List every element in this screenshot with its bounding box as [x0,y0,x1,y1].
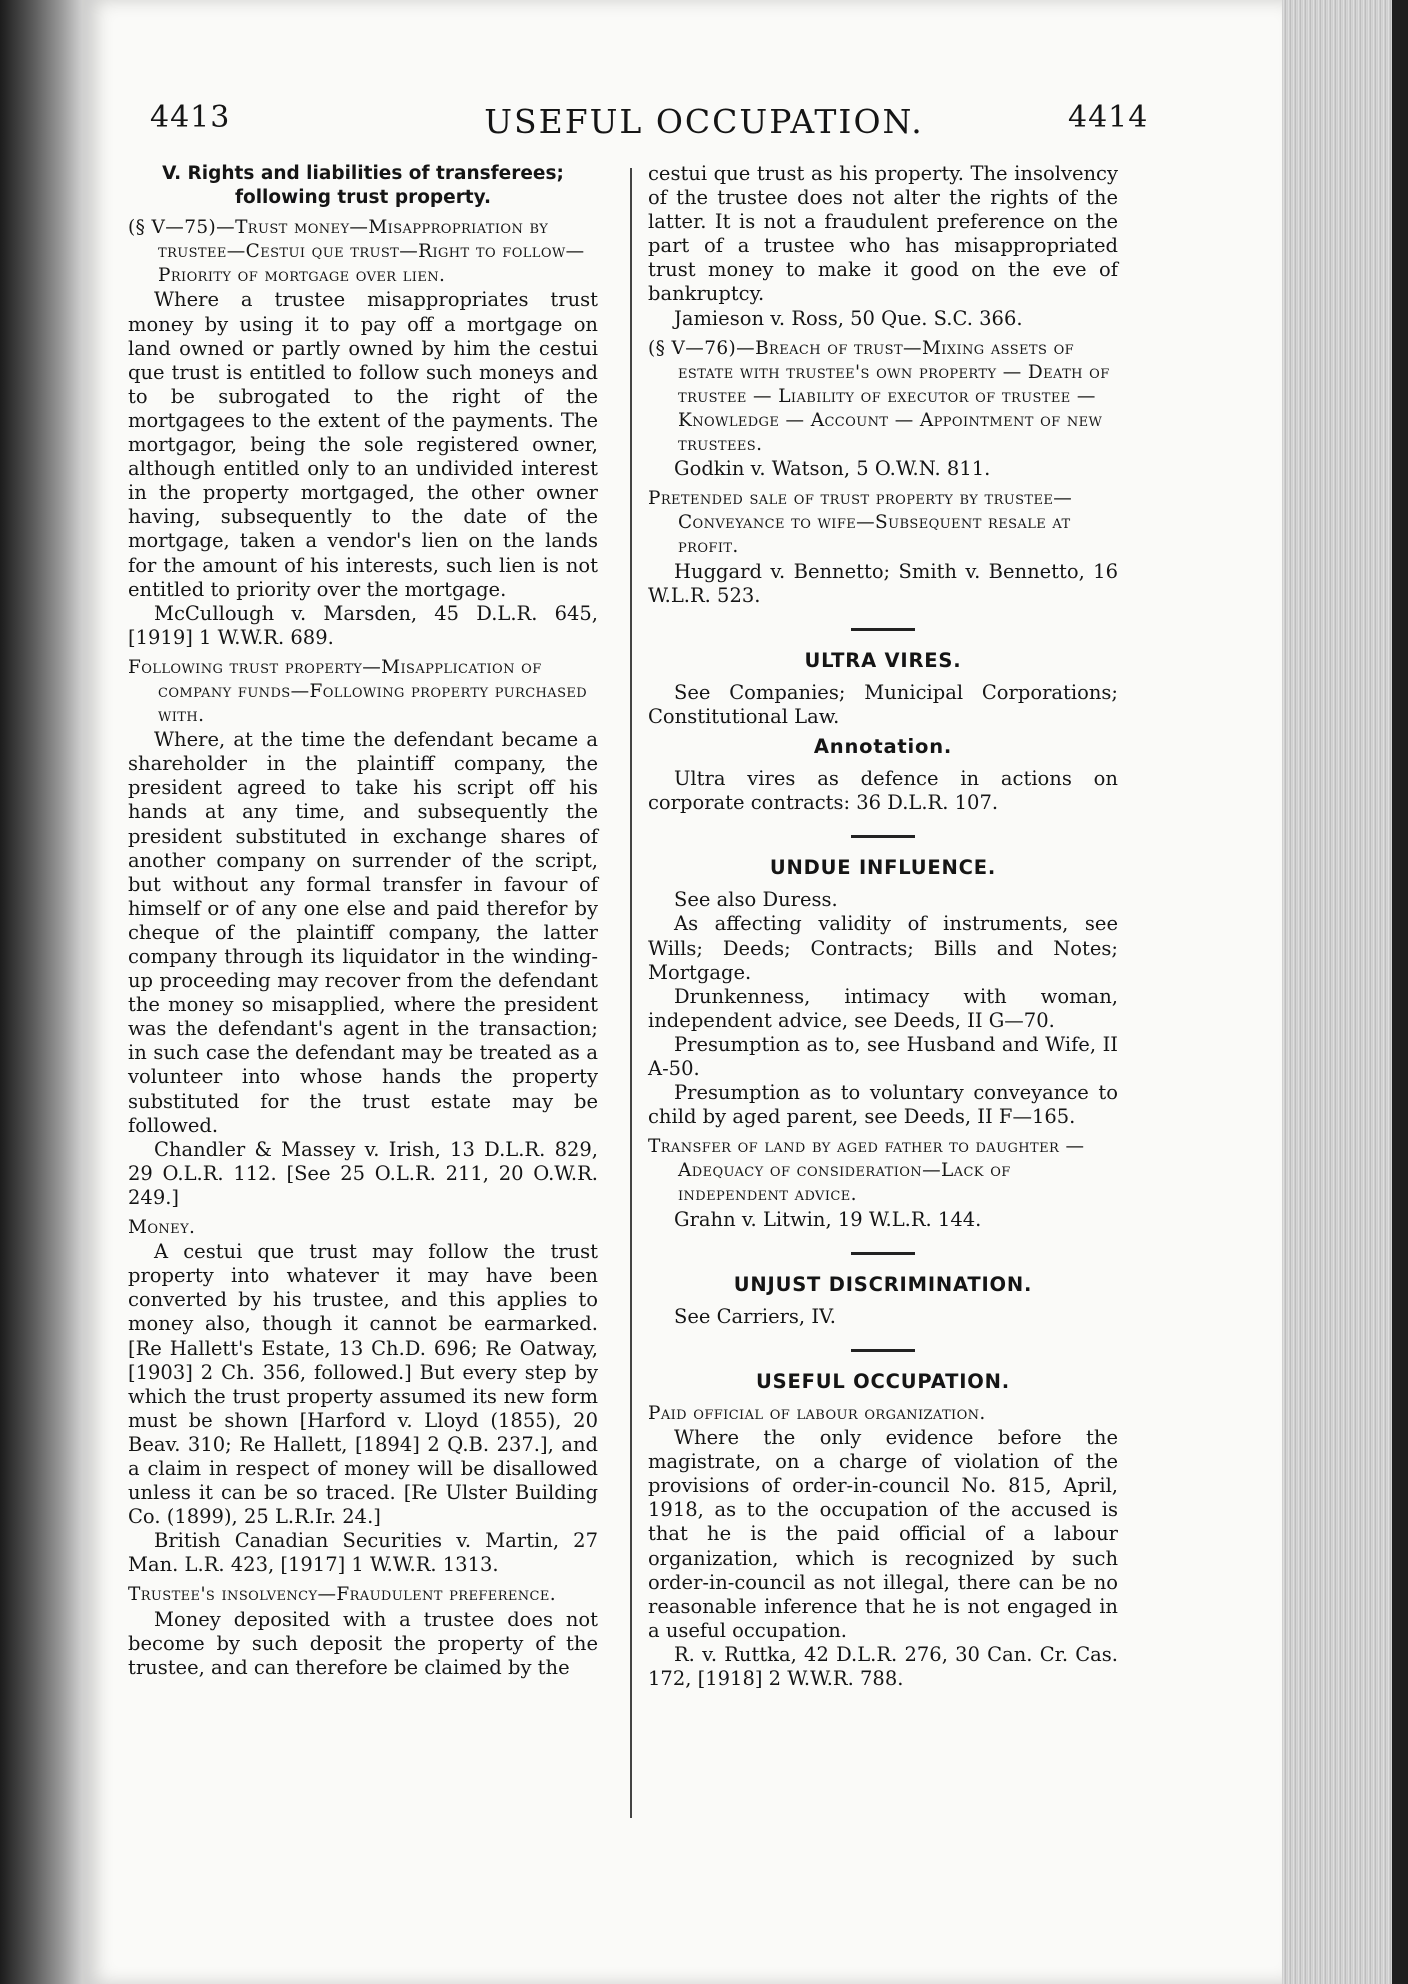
subheading-transfer: Transfer of land by aged father to daughter — Adequacy of consideration—Lack of independent advice. [648,1136,1085,1206]
right-column [648,162,1118,1691]
see-carriers: See Carriers, IV. [674,1304,836,1328]
annotation-text: Ultra vires as defence in actions on corporate contracts: 36 D.L.R. 107. [648,767,1118,815]
undue-drunkenness: Drunkenness, intimacy with woman, independent advice, see Deeds, II G—70. [648,984,1118,1032]
undue-presumption-1: Presumption as to, see Husband and Wife, II A-50. [648,1032,1118,1080]
citation-paid-official: R. v. Ruttka, 42 D.L.R. 276, 30 Can. Cr. Cas. 172, [1918] 2 W.W.R. 788. [648,1642,1118,1690]
subheading-following: Following trust property—Misapplication of company funds—Following property purchased with. [128,656,588,727]
title-undue-influence: UNDUE INFLUENCE. [769,856,997,880]
title-ultra-vires: ULTRA VIRES. [804,648,962,672]
page-number-right: 4414 [1068,100,1149,135]
page-edges [1282,0,1392,1984]
subheading-pretended: Pretended sale of trust property by trustee—Conveyance to wife—Subsequent resale at profit. [648,488,1073,558]
paragraph-s75: Where a trustee misappropriates trust money by using it to pay off a mortgage on land owned or partly owned by him the cestui que trust is entitled to follow such moneys and to be subrogated to the right of the mortgagees to the extent of the payments. The mortgagor, being the sole registered owner, although entitled only to an undivided interest in the property mortgaged, the other owner having, subsequently to the date of the mortgage, taken a vendor's lien on the lands for the amount of his interests, such lien is not entitled to priority over the mortgage. [128,288,598,601]
undue-affecting: As affecting validity of instruments, see Wills; Deeds; Contracts; Bills and Notes; Mortgage. [648,912,1118,984]
undue-presumption-2: Presumption as to voluntary conveyance to child by aged parent, see Deeds, II F—165. [648,1081,1118,1129]
section-title: V. Rights and liabilities of transferees; following trust property. [162,163,564,209]
subheading-s75: (§ V—75)—Trust money—Misappropriation by trustee—Cestui que trust—Right to follow—Priority of mortgage over lien. [128,217,585,287]
divider-rule [851,1349,915,1352]
divider-rule [851,628,915,631]
paragraph-insolvency: Money deposited with a trustee does not become by such deposit the property of the trustee, and can therefore be claimed by the [128,1607,598,1679]
title-useful-occupation: USEFUL OCCUPATION. [756,1369,1010,1393]
paragraph-paid-official: Where the only evidence before the magistrate, on a charge of violation of the provisions of order-in-council No. 815, April, 1918, as to the occupation of the accused is that he is the paid official of a labour organization, which is recognized by such order-in-council as not illegal, there can be no reasonable inference that he is not engaged in a useful occupation. [648,1426,1118,1642]
column-divider [630,168,632,1818]
see-ultra-vires: See Companies; Municipal Corporations; Constitutional Law. [648,680,1118,728]
running-title: USEFUL OCCUPATION. [484,102,924,141]
paragraph-following: Where, at the time the defendant became a shareholder in the plaintiff company, the president agreed to take his script off his hands at any time, and subsequently the president substituted in exchange shares of another company on surrender of the script, but without any formal transfer in favour of himself or of any one else and paid therefor by cheque of the plaintiff company, the latter company through its liquidator in the winding-up proceeding may recover from the defendant the money so misapplied, where the president was the defendant's agent in the transaction; in such case the defendant may be treated as a volunteer into whose hands the property substituted for the trust estate may be followed. [128,728,598,1137]
divider-rule [851,1252,915,1255]
left-column [128,162,598,1680]
citation-money: British Canadian Securities v. Martin, 27 Man. L.R. 423, [1917] 1 W.W.R. 1313. [128,1529,598,1577]
citation-following: Chandler & Massey v. Irish, 13 D.L.R. 829, 29 O.L.R. 112. [See 25 O.L.R. 211, 20 O.W.R. 249.] [128,1137,598,1209]
title-annotation: Annotation. [813,734,953,758]
subheading-s76: (§ V—76)—Breach of trust—Mixing assets of estate with trustee's own property — Death of trustee — Liability of executor of trustee — Knowledge — Account — Appointment of new trustees. [648,337,1110,456]
page-number-left: 4413 [150,100,231,135]
divider-rule [851,835,915,838]
book-cover-edge [1392,0,1408,1984]
citation-pretended: Huggard v. Bennetto; Smith v. Bennetto, 16 W.L.R. 523. [648,559,1118,607]
book-gutter [0,0,82,1984]
paragraph-continued: cestui que trust as his property. The insolvency of the trustee does not alter the rights of the latter. It is not a fraudulent preference on the part of a trustee who has misappropriated trust money to make it good on the eve of bankruptcy. [648,162,1118,306]
paragraph-money: A cestui que trust may follow the trust property into whatever it may have been converted by his trustee, and this applies to money also, though it cannot be earmarked. [Re Hallett's Estate, 13 Ch.D. 696; Re Oatway, [1903] 2 Ch. 356, followed.] But every step by which the trust property assumed its new form must be shown [Harford v. Lloyd (1855), 20 Beav. 310; Re Hallett, [1894] 2 Q.B. 237.], and a claim in respect of money will be disallowed unless it can be so traced. [Re Ulster Building Co. (1899), 25 L.R.Ir. 24.] [128,1240,598,1529]
citation-transfer: Grahn v. Litwin, 19 W.L.R. 144. [674,1207,982,1231]
subheading-money: Money. [128,1217,196,1239]
citation-s76: Godkin v. Watson, 5 O.W.N. 811. [674,457,991,481]
citation-continued: Jamieson v. Ross, 50 Que. S.C. 366. [674,306,1023,330]
subheading-paid-official: Paid official of labour organization. [648,1402,986,1424]
subheading-insolvency: Trustee's insolvency—Fraudulent preference. [128,1584,557,1606]
citation-s75: McCullough v. Marsden, 45 D.L.R. 645, [1919] 1 W.W.R. 689. [128,601,598,649]
title-unjust-discrimination: UNJUST DISCRIMINATION. [733,1272,1033,1296]
see-duress: See also Duress. [674,888,838,912]
